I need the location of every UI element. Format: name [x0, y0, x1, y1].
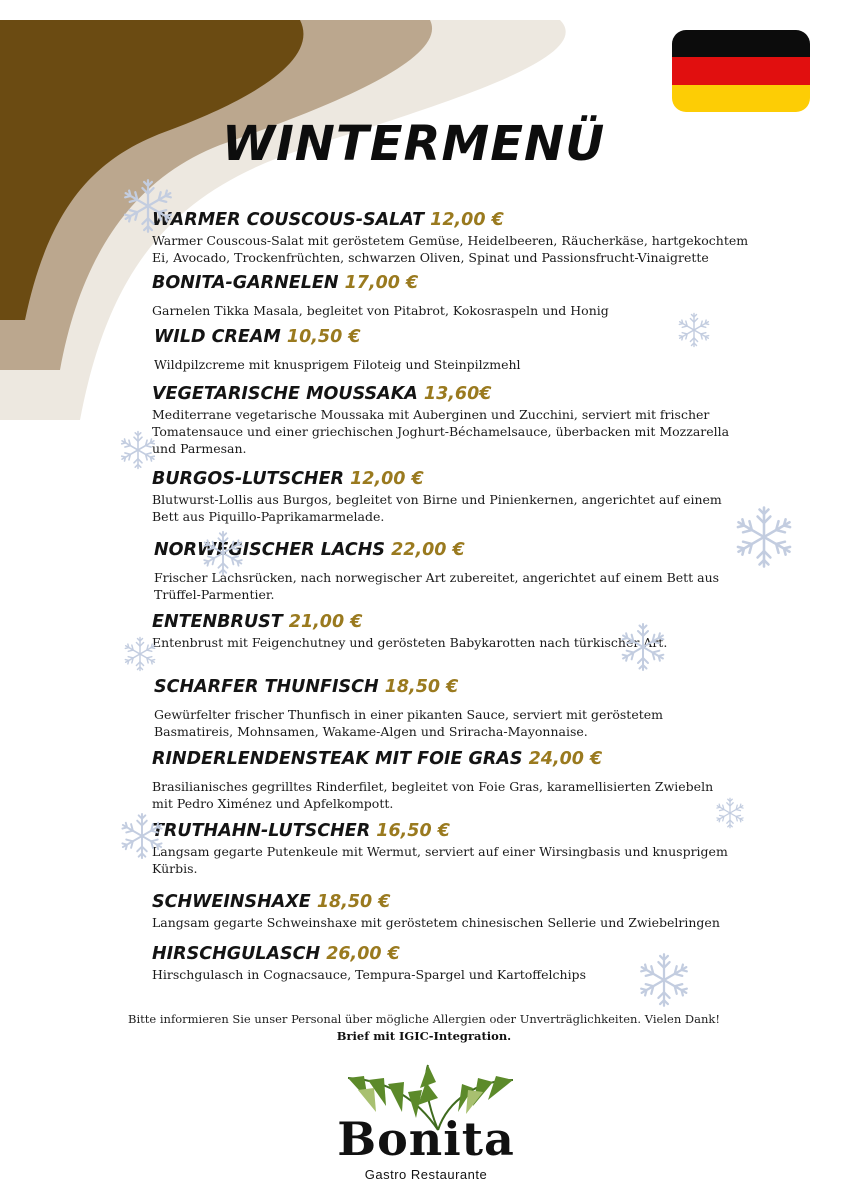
- menu-item-heading: [152, 820, 772, 842]
- menu-item-price: 10,50 €: [286, 327, 361, 347]
- menu-item-price: 17,00 €: [344, 273, 419, 293]
- description-line: Mediterrane vegetarische Moussaka mit Auberginen und Zucchini, serviert mit frischer: [152, 407, 710, 422]
- menu-item-price: 12,00 €: [350, 469, 424, 489]
- menu-item-description: [152, 491, 772, 525]
- menu-item: [152, 383, 772, 457]
- snowflake-icon: [118, 430, 158, 470]
- snowflake-icon: [200, 530, 246, 576]
- snowflake-icon: [122, 636, 158, 672]
- menu-item-price: 24,00 €: [528, 749, 603, 769]
- menu-item-name: SCHWEINSHAXE: [152, 892, 311, 912]
- menu-item: [152, 748, 772, 812]
- menu-item-price: 22,00 €: [391, 540, 465, 560]
- menu-item: [152, 820, 772, 877]
- page-title: WINTERMENÜ: [222, 116, 606, 172]
- menu-item-name: NORWEGISCHER LACHS: [154, 540, 385, 560]
- menu-item-name: RINDERLENDENSTEAK MIT FOIE GRAS: [152, 749, 523, 769]
- description-line: Brasilianisches gegrilltes Rinderfilet, begleitet von Foie Gras, karamellisierten Zwiebeln: [152, 779, 714, 794]
- menu-item-heading: [152, 891, 772, 913]
- menu-item-name: SCHARFER THUNFISCH: [154, 677, 379, 697]
- description-line: Trüffel-Parmentier.: [154, 587, 275, 602]
- menu-item-heading: [152, 272, 772, 294]
- menu-item-heading: [152, 468, 772, 490]
- menu-item-description: [154, 356, 774, 373]
- menu-item-description: [152, 914, 772, 931]
- snowflake-icon: [118, 812, 166, 860]
- germany-flag: [672, 30, 810, 112]
- menu-item-description: [152, 634, 772, 651]
- menu-item-heading: [154, 539, 774, 561]
- menu-item: [152, 611, 772, 651]
- menu-item-name: BONITA-GARNELEN: [152, 273, 339, 293]
- brand-subtitle: Gastro Restaurante: [364, 1167, 488, 1182]
- description-line: Wildpilzcreme mit knusprigem Filoteig und Steinpilzmehl: [154, 357, 521, 372]
- menu-item-name: VEGETARISCHE MOUSSAKA: [152, 384, 418, 404]
- description-line: Gewürfelter frischer Thunfisch in einer pikanten Sauce, serviert mit geröstetem: [154, 707, 663, 722]
- flag-stripe-gold: [672, 85, 810, 112]
- snowflake-icon: [676, 312, 712, 348]
- menu-item-heading: [154, 676, 774, 698]
- snowflake-icon: [714, 797, 746, 829]
- description-line: Frischer Lachsrücken, nach norwegischer Art zubereitet, angerichtet auf einem Bett aus: [154, 570, 720, 585]
- menu-item-description: [154, 706, 774, 740]
- menu-item-name: HIRSCHGULASCH: [152, 944, 321, 964]
- description-line: Tomatensauce und einer griechischen Joghurt-Béchamelsauce, überbacken mit Mozzarella: [152, 424, 730, 439]
- snowflake-icon: [618, 622, 668, 672]
- menu-item-name: BURGOS-LUTSCHER: [152, 469, 344, 489]
- igic-note: Brief mit IGIC-Integration.: [336, 1029, 512, 1043]
- menu-item-price: 21,00 €: [288, 612, 363, 632]
- description-line: Warmer Couscous-Salat mit geröstetem Gemüse, Heidelbeeren, Räucherkäse, hartgekochtem: [152, 233, 749, 248]
- menu-item: [154, 676, 774, 740]
- menu-item-price: 12,00 €: [430, 210, 504, 230]
- menu-item-price: 16,50 €: [376, 821, 450, 841]
- description-line: Ei, Avocado, Trockenfrüchten, schwarzen Oliven, Spinat und Passionsfrucht-Vinaigrette: [152, 250, 709, 265]
- menu-item-description: [152, 232, 772, 266]
- description-line: Langsam gegarte Schweinshaxe mit geröstetem chinesischen Sellerie und Zwiebelringen: [152, 915, 720, 930]
- description-line: und Parmesan.: [152, 441, 247, 456]
- description-line: Langsam gegarte Putenkeule mit Wermut, serviert auf einer Wirsingbasis und knusprigem: [152, 844, 728, 859]
- description-line: Kürbis.: [152, 861, 198, 876]
- menu-item-name: TRUTHAHN-LUTSCHER: [152, 821, 371, 841]
- description-line: Blutwurst-Lollis aus Burgos, begleitet von Birne und Pinienkernen, angerichtet auf einem: [152, 492, 722, 507]
- snowflake-icon: [732, 505, 796, 569]
- menu-item-description: [152, 406, 772, 457]
- snowflake-icon: [636, 952, 692, 1008]
- menu-item-description: [152, 778, 772, 812]
- menu-item-price: 18,50 €: [316, 892, 391, 912]
- description-line: Basmatireis, Mohnsamen, Wakame-Algen und Sriracha-Mayonnaise.: [154, 724, 588, 739]
- menu-item-name: WARMER COUSCOUS-SALAT: [152, 210, 425, 230]
- menu-item-price: 18,50 €: [384, 677, 459, 697]
- menu-item-heading: [152, 209, 772, 231]
- description-line: Hirschgulasch in Cognacsauce, Tempura-Spargel und Kartoffelchips: [152, 967, 586, 982]
- menu-item-heading: [152, 611, 772, 633]
- description-line: Bett aus Piquillo-Paprikamarmelade.: [152, 509, 385, 524]
- menu-item: [152, 468, 772, 525]
- description-line: Garnelen Tikka Masala, begleitet von Pitabrot, Kokosraspeln und Honig: [152, 303, 609, 318]
- menu-item-name: ENTENBRUST: [152, 612, 283, 632]
- menu-item-description: [154, 569, 774, 603]
- snowflake-icon: [120, 178, 176, 234]
- menu-item-name: WILD CREAM: [154, 327, 281, 347]
- menu-item-price: 26,00 €: [326, 944, 400, 964]
- menu-item: [152, 209, 772, 266]
- description-line: mit Pedro Ximénez und Apfelkompott.: [152, 796, 394, 811]
- menu-item: [152, 891, 772, 931]
- brand-name: Bonita: [337, 1112, 515, 1166]
- flag-stripe-black: [672, 30, 810, 57]
- flag-stripe-red: [672, 57, 810, 84]
- menu-item: [154, 539, 774, 603]
- menu-item-description: [152, 843, 772, 877]
- menu-item-price: 13,60€: [423, 384, 492, 404]
- menu-item-heading: [152, 383, 772, 405]
- description-line: Entenbrust mit Feigenchutney und gerösteten Babykarotten nach türkischer Art.: [152, 635, 668, 650]
- menu-item-heading: [152, 748, 772, 770]
- allergy-note: Bitte informieren Sie unser Personal über mögliche Allergien oder Unverträglichkeiten. Vielen Dank!: [128, 1012, 720, 1026]
